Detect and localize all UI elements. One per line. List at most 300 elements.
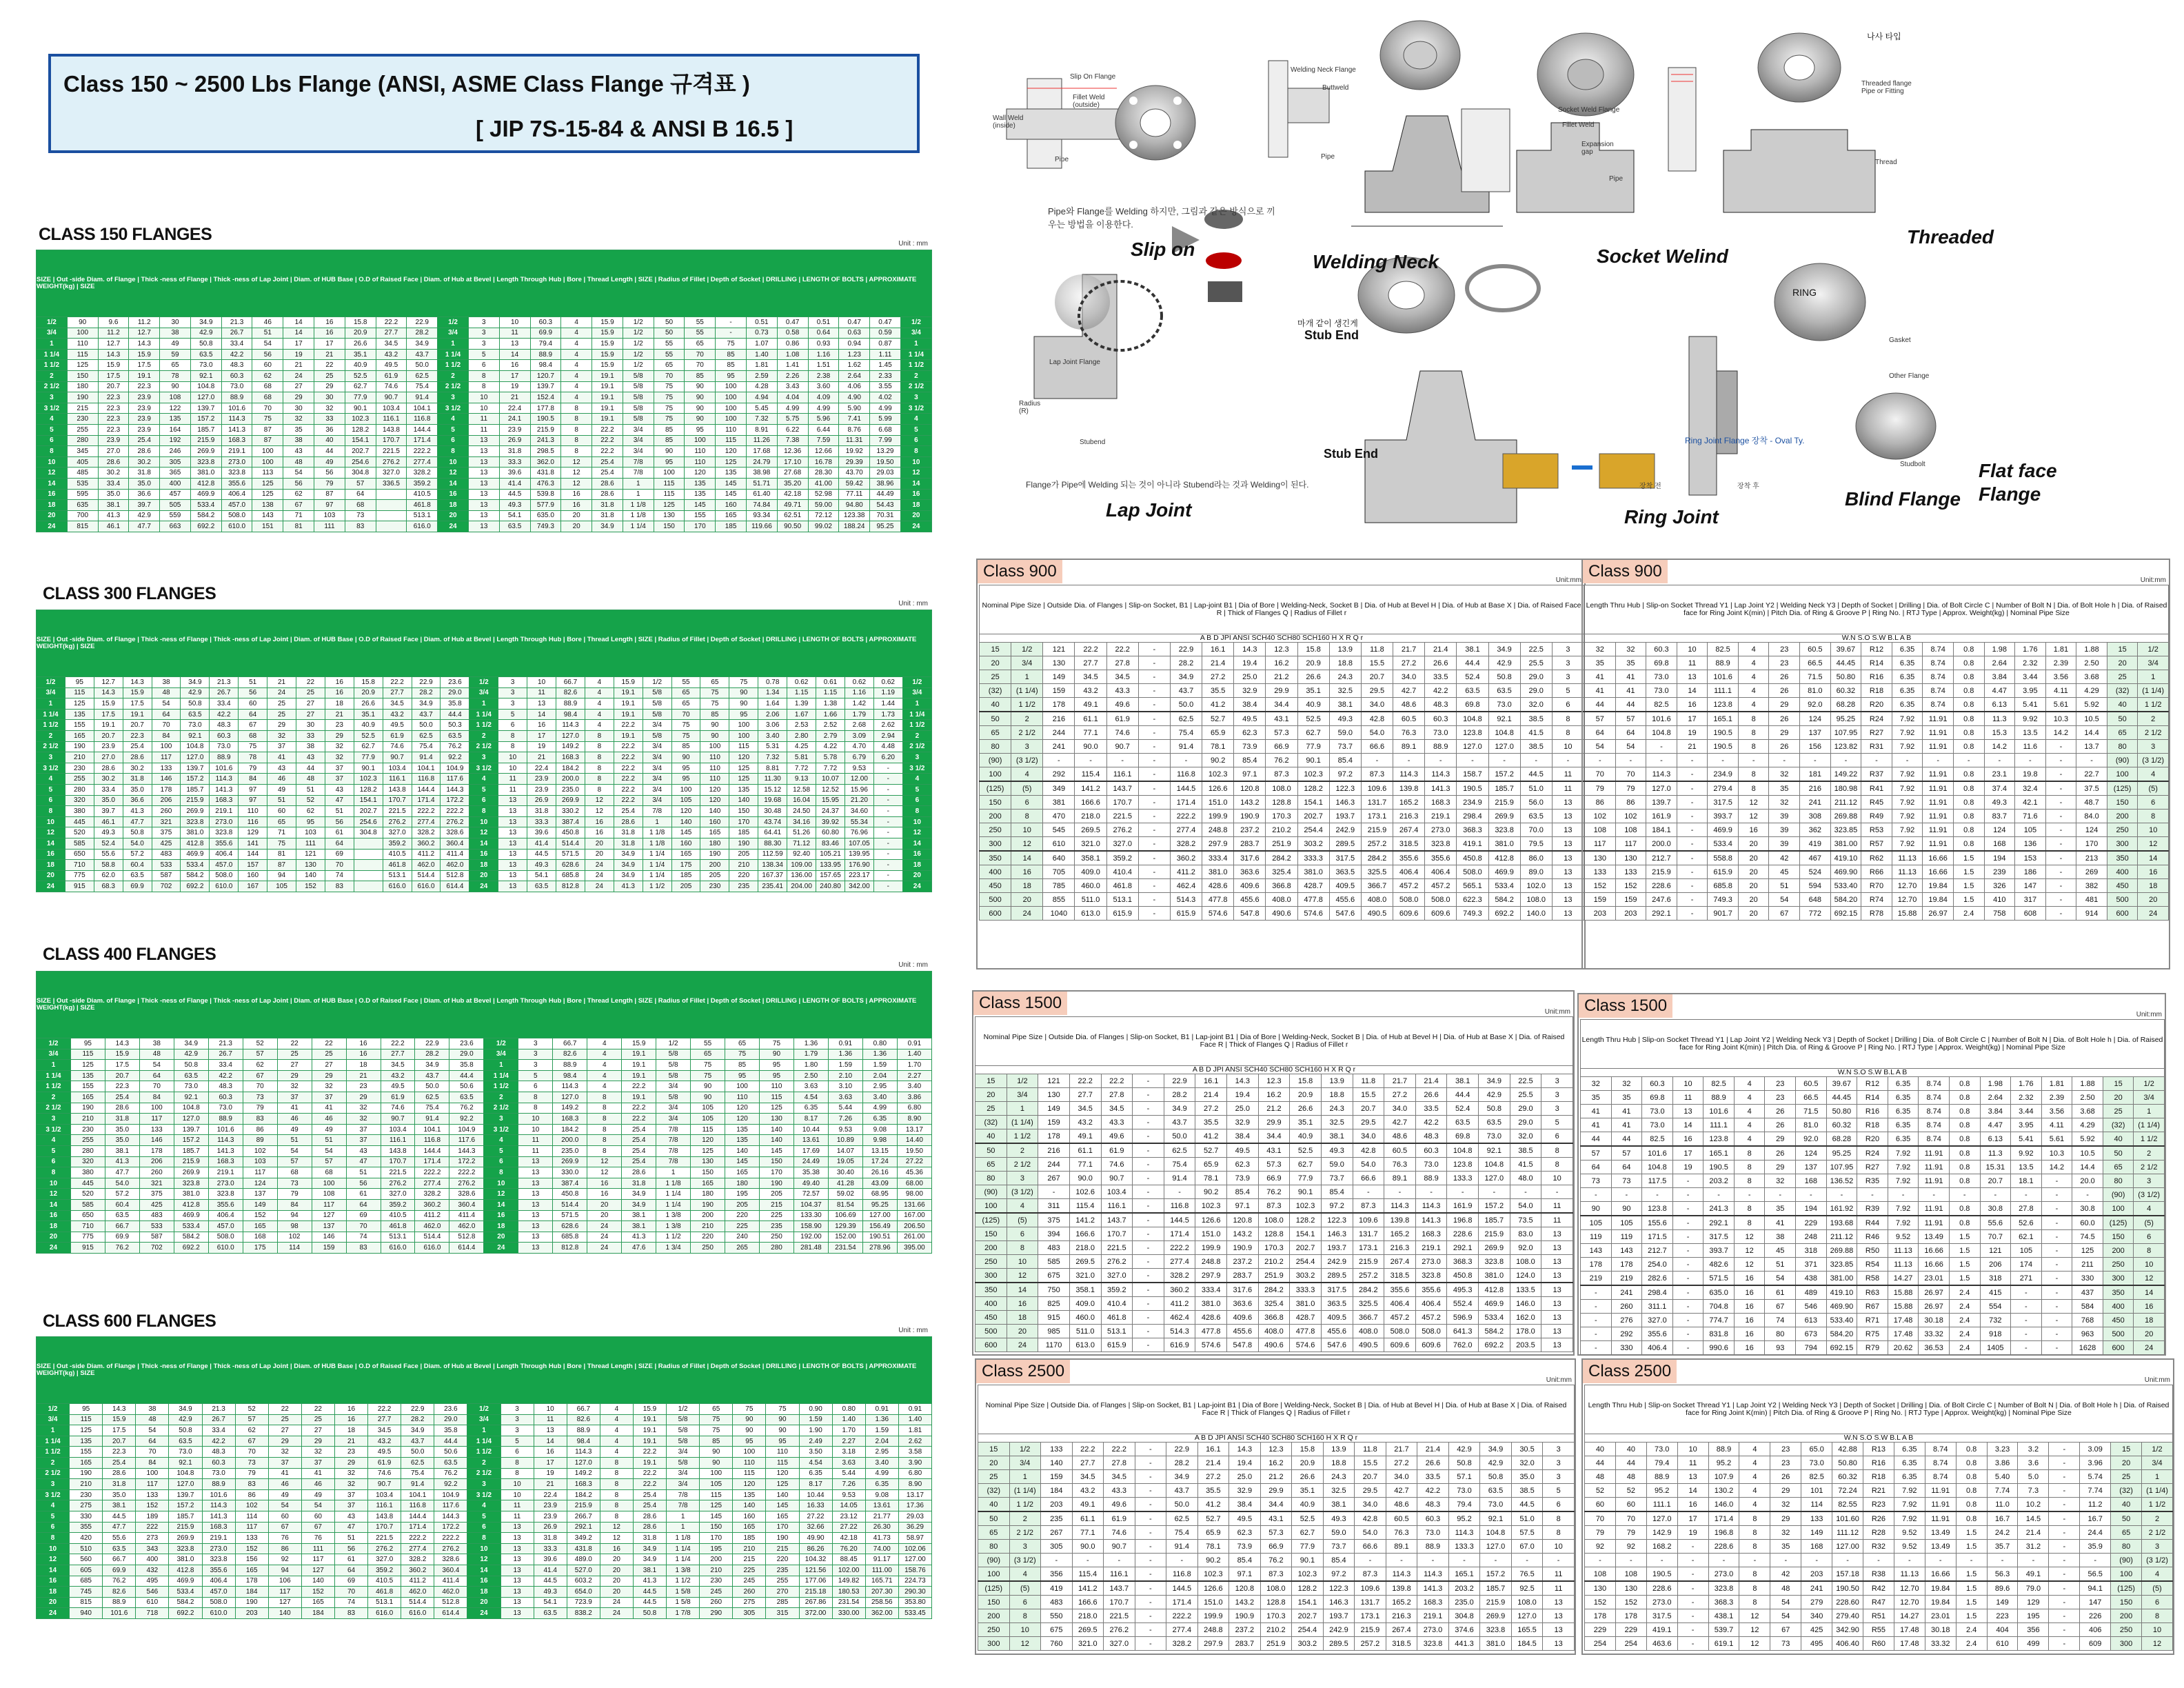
- table-cell: 26.7: [202, 1414, 235, 1425]
- table-cell: 3.09: [2080, 1443, 2111, 1456]
- s900R-grid: [1584, 585, 2169, 921]
- table-row: [975, 1116, 1573, 1129]
- table-cell: 100: [671, 784, 700, 795]
- table-cell: 13: [518, 1232, 553, 1243]
- table-cell: 3.40: [758, 730, 787, 741]
- table-cell: 406.4: [1415, 1297, 1447, 1311]
- table-cell: 1.76: [2011, 1077, 2042, 1091]
- table-cell: (5): [1009, 1581, 1041, 1596]
- table-cell: 2 1/2: [469, 741, 498, 752]
- table-cell: 59: [160, 349, 191, 360]
- table-cell: 95: [65, 677, 94, 688]
- table-cell: 200: [2103, 1244, 2134, 1258]
- table-cell: 52: [1615, 1484, 1646, 1498]
- table-cell: -: [2011, 1188, 2042, 1202]
- table-subheader: A B D JPI ANSI SCH40 SCH80 SCH160 H X R Q r: [980, 634, 1584, 643]
- table-cell: 3: [900, 392, 931, 403]
- table-cell: -: [1980, 1188, 2011, 1202]
- table-cell: 610.0: [221, 521, 252, 532]
- table-cell: 241.3: [1703, 1202, 1735, 1216]
- table-cell: 14.5: [2018, 1511, 2049, 1526]
- table-cell: 77.9: [1297, 740, 1329, 754]
- table-cell: 76.2: [1266, 754, 1297, 767]
- table-cell: 203: [1585, 907, 1616, 921]
- table-cell: 19.50: [870, 456, 901, 468]
- table-cell: 1.42: [845, 699, 873, 710]
- table-cell: 19.1: [592, 392, 623, 403]
- table-cell: 3/4: [2138, 656, 2169, 670]
- table-cell: 21.4: [1417, 1443, 1449, 1456]
- table-cell: 76: [301, 1533, 334, 1544]
- table-cell: 74.6: [383, 741, 412, 752]
- table-cell: 15: [2107, 643, 2138, 656]
- table-cell: 133: [139, 1124, 174, 1135]
- table-cell: 184: [301, 1608, 334, 1619]
- table-cell: 10: [468, 403, 499, 414]
- table-row: [37, 1489, 932, 1500]
- table-cell: 609.6: [1384, 1338, 1416, 1352]
- table-cell: 428.7: [1290, 1311, 1322, 1325]
- table-cell: 400: [975, 1297, 1007, 1311]
- table-cell: 26: [1769, 712, 1800, 726]
- table-cell: 2.33: [870, 370, 901, 381]
- table-cell: 8: [600, 1468, 633, 1479]
- table-cell: 190: [760, 1178, 794, 1189]
- table-cell: 185.7: [190, 424, 221, 435]
- table-cell: 4.09: [808, 392, 839, 403]
- table-cell: 55: [671, 677, 700, 688]
- table-cell: 115: [733, 1468, 766, 1479]
- table-cell: 6: [37, 1522, 70, 1533]
- table-cell: 74: [334, 1597, 367, 1608]
- table-cell: 23: [1770, 1456, 1801, 1470]
- table-cell: 177.06: [799, 1576, 832, 1587]
- table-cell: 41.5: [1520, 726, 1552, 740]
- table-cell: 1.40: [832, 1414, 865, 1425]
- table-cell: 7.3: [2018, 1484, 2049, 1498]
- table-cell: (90): [980, 754, 1011, 767]
- table-cell: 34.9: [415, 1060, 449, 1071]
- table-cell: 35.0: [94, 795, 123, 806]
- table-cell: -: [2045, 823, 2076, 837]
- table-cell: -: [1133, 1185, 1164, 1199]
- table-cell: 11.91: [1919, 1216, 1950, 1230]
- table-cell: 574.6: [1290, 1338, 1322, 1352]
- table-cell: 22: [301, 1404, 334, 1415]
- table-row: [37, 784, 932, 795]
- table-cell: 550: [1041, 1609, 1073, 1623]
- table-cell: 185.7: [181, 784, 210, 795]
- table-cell: 203.2: [1448, 1581, 1480, 1596]
- table-cell: -: [1138, 879, 1170, 893]
- table-cell: 15.3: [1984, 726, 2015, 740]
- table-cell: -: [1984, 754, 2015, 767]
- table-row: [975, 1088, 1573, 1102]
- table-cell: 11.13: [1892, 851, 1923, 865]
- table-cell: 355.6: [1415, 1283, 1447, 1297]
- table-cell: 157.2: [174, 1135, 208, 1146]
- table-cell: 6.35: [1894, 1470, 1925, 1484]
- table-cell: 50.0: [1166, 1498, 1198, 1512]
- table-row: [978, 1456, 1575, 1470]
- table-cell: 11.3: [1984, 712, 2015, 726]
- table-cell: 180: [725, 1178, 760, 1189]
- table-cell: 20: [37, 1597, 70, 1608]
- table-cell: 462.0: [441, 860, 469, 871]
- table-cell: 104.1: [412, 763, 441, 774]
- table-cell: 170.7: [1104, 1596, 1135, 1609]
- table-cell: 43.2: [376, 349, 407, 360]
- table-cell: 24: [267, 687, 296, 699]
- table-cell: 76.2: [1260, 1554, 1292, 1567]
- table-cell: 11.26: [746, 435, 777, 446]
- table-cell: 13: [1677, 670, 1708, 684]
- table-cell: 12: [1739, 1623, 1770, 1637]
- table-cell: 85.4: [1329, 754, 1361, 767]
- table-cell: 54: [312, 1145, 346, 1156]
- table-cell: 43.3: [1101, 1116, 1133, 1129]
- table-cell: 78.1: [1197, 1540, 1229, 1554]
- table-cell: 184.2: [553, 1124, 587, 1135]
- table-cell: 5.96: [808, 414, 839, 425]
- table-cell: 43.7: [1170, 684, 1202, 698]
- table-cell: 222.2: [412, 806, 441, 817]
- table-cell: 241: [1043, 740, 1075, 754]
- table-cell: -: [2049, 1596, 2080, 1609]
- table-cell: 63.5: [181, 709, 210, 720]
- table-cell: 75: [239, 741, 267, 752]
- table-cell: 133: [1801, 1511, 1832, 1526]
- table-cell: -: [1832, 1554, 1863, 1567]
- table-cell: 359.2: [383, 838, 412, 849]
- table-cell: 117: [243, 1167, 277, 1178]
- table-cell: 461.8: [368, 1587, 401, 1598]
- table-cell: 190: [67, 392, 98, 403]
- table-cell: 2 1/2: [467, 1468, 501, 1479]
- table-cell: 119: [1581, 1230, 1612, 1244]
- table-cell: 139.8: [1386, 1581, 1417, 1596]
- table-cell: 23.9: [129, 403, 160, 414]
- table-cell: 4: [561, 370, 592, 381]
- table-cell: 2 1/2: [2142, 1526, 2173, 1540]
- table-cell: 14.3: [123, 677, 152, 688]
- table-cell: 25.4: [622, 1145, 656, 1156]
- table-cell: 2: [37, 730, 65, 741]
- class150-grid: [36, 250, 932, 532]
- table-cell: 685.8: [553, 1232, 587, 1243]
- table-cell: 36: [314, 424, 345, 435]
- table-cell: 95.2: [1708, 1456, 1739, 1470]
- table-cell: 37: [325, 763, 354, 774]
- table-cell: 455.6: [1234, 893, 1266, 907]
- table-cell: 915: [70, 1243, 105, 1254]
- table-cell: 513.1: [383, 870, 412, 881]
- table-cell: 230: [700, 881, 729, 892]
- table-cell: 1/2: [656, 1038, 691, 1049]
- table-cell: 0.8: [1953, 823, 1984, 837]
- table-cell: 269.9: [181, 806, 210, 817]
- table-cell: 242.9: [1329, 823, 1361, 837]
- table-cell: 190.5: [1457, 781, 1488, 796]
- table-cell: 176.90: [845, 860, 873, 871]
- table-row: [975, 1185, 1573, 1199]
- table-cell: 411.4: [434, 1576, 467, 1587]
- table-cell: 50: [975, 1143, 1007, 1158]
- table-cell: 55: [654, 349, 685, 360]
- table-cell: 477.8: [1202, 893, 1234, 907]
- table-cell: R53: [1861, 823, 1892, 837]
- table-cell: 15.88: [1892, 907, 1923, 921]
- table-cell: 71.6: [2015, 810, 2046, 823]
- table-cell: 512.8: [441, 870, 469, 881]
- table-cell: 57: [345, 478, 376, 489]
- table-cell: 41.5: [1510, 1158, 1541, 1172]
- table-cell: 51: [1765, 1258, 1796, 1272]
- table-cell: 135: [70, 1436, 103, 1447]
- table-cell: 90.1: [1297, 754, 1329, 767]
- table-cell: -: [1672, 1258, 1703, 1272]
- table-cell: 116.1: [1106, 767, 1138, 782]
- table-cell: 27.22: [832, 1522, 865, 1533]
- table-cell: 14.07: [828, 1145, 862, 1156]
- table-cell: 749.3: [1708, 893, 1739, 907]
- table-row: [1581, 1230, 2165, 1244]
- table-cell: 8: [498, 730, 527, 741]
- table-cell: 408.0: [1353, 1325, 1384, 1338]
- table-cell: 7/8: [656, 1156, 691, 1167]
- table-cell: 7.92: [1892, 726, 1923, 740]
- table-cell: 327.0: [383, 827, 412, 838]
- table-cell: 121: [1980, 1244, 2011, 1258]
- table-cell: 342.90: [1832, 1623, 1863, 1637]
- table-cell: 610.0: [202, 1608, 235, 1619]
- table-cell: 1.5: [1956, 1526, 1987, 1540]
- table-cell: 489.0: [567, 1554, 600, 1565]
- table-cell: 47: [334, 1522, 367, 1533]
- table-cell: 73: [243, 1092, 277, 1103]
- table-cell: 247.6: [1646, 893, 1677, 907]
- table-cell: 165: [70, 1092, 105, 1103]
- table-cell: 190: [766, 1533, 799, 1544]
- table-cell: 17.48: [1888, 1314, 1919, 1327]
- table-cell: 13: [518, 1210, 553, 1221]
- table-cell: 323.8: [174, 1178, 208, 1189]
- table-cell: 6: [900, 435, 931, 446]
- table-cell: 330.2: [556, 806, 585, 817]
- table-cell: 419: [1041, 1581, 1073, 1596]
- table-cell: 18.8: [1321, 1088, 1353, 1102]
- table-cell: 73.0: [190, 360, 221, 371]
- table-cell: 1.81: [2045, 643, 2076, 656]
- table-cell: -: [1106, 754, 1138, 767]
- table-cell: 174: [2011, 1258, 2042, 1272]
- table-cell: 158.90: [793, 1221, 828, 1232]
- table-row: [37, 456, 932, 468]
- table-cell: 558.8: [1708, 851, 1739, 865]
- table-cell: 143.7: [1106, 781, 1138, 796]
- table-cell: 44.5: [1511, 1498, 1543, 1512]
- table-cell: 114.3: [1415, 1199, 1447, 1214]
- table-cell: 10.07: [816, 774, 845, 785]
- table-cell: 90: [766, 1425, 799, 1436]
- table-cell: 70: [685, 360, 716, 371]
- table-cell: 37: [334, 1489, 367, 1500]
- table-cell: 108: [1615, 1567, 1646, 1582]
- table-cell: 4: [37, 774, 65, 785]
- table-cell: 98.4: [530, 360, 561, 371]
- table-cell: 5/8: [643, 687, 671, 699]
- table-row: [37, 699, 932, 710]
- table-cell: 276.2: [381, 1178, 415, 1189]
- table-cell: 381.0: [1488, 837, 1520, 852]
- table-cell: 41.3: [622, 1232, 656, 1243]
- table-cell: 7.92: [1894, 1484, 1925, 1498]
- table-cell: 22: [268, 1404, 301, 1415]
- table-cell: 28.6: [105, 1103, 139, 1114]
- table-cell: 139.7: [530, 381, 561, 392]
- unit-label: Unit : mm: [898, 600, 928, 607]
- table-cell: 16.66: [1919, 1244, 1950, 1258]
- table-cell: 205: [729, 849, 758, 860]
- table-cell: 34.9: [174, 1038, 208, 1049]
- table-cell: 1.59: [828, 1060, 862, 1071]
- table-cell: 104.8: [1479, 1158, 1510, 1172]
- table-cell: 90: [67, 317, 98, 328]
- table-cell: 30.2: [94, 774, 123, 785]
- table-cell: 500: [2103, 1327, 2134, 1341]
- table-cell: 13: [498, 827, 527, 838]
- table-cell: 100: [252, 456, 283, 468]
- table-cell: 146.3: [1329, 796, 1361, 810]
- table-cell: 812.8: [553, 1243, 587, 1254]
- table-cell: 84: [136, 1457, 169, 1468]
- table-cell: 732: [1980, 1314, 2011, 1327]
- table-cell: 11.91: [1923, 810, 1954, 823]
- table-cell: 438.1: [1708, 1609, 1739, 1623]
- table-cell: 1 5/8: [667, 1597, 700, 1608]
- unit-label: Unit:mm: [1555, 576, 1581, 584]
- table-cell: 20: [587, 1199, 622, 1210]
- table-cell: 17: [527, 730, 556, 741]
- table-cell: 61.9: [1104, 1511, 1135, 1526]
- table-cell: 213: [2076, 851, 2107, 865]
- table-cell: 168.3: [1415, 1227, 1447, 1241]
- table-cell: 0.47: [777, 317, 808, 328]
- table-cell: 173.1: [1353, 1241, 1384, 1255]
- table-cell: 136: [2015, 837, 2046, 852]
- table-cell: 5: [37, 784, 65, 795]
- table-cell: 615.9: [1106, 907, 1138, 921]
- table-cell: 75.4: [415, 1103, 449, 1114]
- table-cell: -: [1611, 1188, 1642, 1202]
- table-cell: 42.1: [2015, 796, 2046, 810]
- table-cell: 4: [37, 1500, 70, 1511]
- table-cell: 13: [498, 838, 527, 849]
- table-cell: 1 1/2: [1009, 1498, 1041, 1512]
- table-row: [980, 754, 1584, 767]
- table-cell: 42.9: [1479, 1088, 1510, 1102]
- table-cell: 13.61: [793, 1135, 828, 1146]
- table-row: [37, 1243, 932, 1254]
- table-row: [980, 726, 1584, 740]
- table-cell: 21.4: [2018, 1526, 2049, 1540]
- table-cell: 63.5: [534, 1608, 567, 1619]
- table-cell: 5.61: [2045, 698, 2076, 712]
- table-cell: 24: [1011, 907, 1043, 921]
- table-cell: 9.92: [2015, 712, 2046, 726]
- table-cell: 22.2: [614, 752, 643, 763]
- table-cell: 16: [469, 849, 498, 860]
- table-cell: 6: [467, 1522, 501, 1533]
- table-cell: 19.1: [94, 720, 123, 731]
- table-cell: 22.9: [1164, 1074, 1195, 1088]
- table-cell: -: [873, 881, 902, 892]
- table-cell: 5/8: [643, 730, 671, 741]
- table-cell: -: [873, 870, 902, 881]
- table-cell: 69.8: [1447, 1129, 1479, 1144]
- table-cell: 117.5: [1642, 1174, 1673, 1188]
- table-cell: 105: [267, 881, 296, 892]
- table-cell: 33.5: [1425, 670, 1457, 684]
- table-cell: 457: [160, 489, 191, 500]
- table-row: [1585, 851, 2169, 865]
- table-cell: 4.29: [2072, 1118, 2103, 1132]
- table-cell: 16: [1734, 1285, 1765, 1300]
- table-cell: 2.50: [793, 1070, 828, 1081]
- table-cell: 63.5: [1479, 1116, 1510, 1129]
- table-cell: 143.8: [381, 1145, 415, 1156]
- table-cell: 7.74: [2080, 1484, 2111, 1498]
- table-cell: 10: [1677, 643, 1708, 656]
- table-cell: 12: [587, 1156, 622, 1167]
- table-cell: 28.2: [407, 328, 438, 339]
- table-cell: 20: [1738, 865, 1769, 879]
- unit-label: Unit:mm: [2144, 1376, 2170, 1384]
- table-row: [1581, 1118, 2165, 1132]
- table-cell: 128.2: [1290, 1213, 1322, 1227]
- table-cell: 298.4: [1457, 810, 1488, 823]
- table-cell: 20: [1738, 851, 1769, 865]
- table-cell: 50.3: [441, 720, 469, 731]
- table-cell: 34.5: [1101, 1102, 1133, 1116]
- table-cell: 25: [975, 1102, 1007, 1116]
- table-cell: 614.4: [449, 1243, 484, 1254]
- table-cell: 222: [136, 1522, 169, 1533]
- table-cell: 57.2: [123, 849, 152, 860]
- table-cell: 133.3: [1448, 1540, 1480, 1554]
- table-cell: 126.6: [1195, 1213, 1227, 1227]
- table-cell: 135: [729, 784, 758, 795]
- table-cell: 74.6: [1104, 1526, 1135, 1540]
- table-cell: 12: [469, 827, 498, 838]
- table-cell: -: [1138, 767, 1170, 782]
- table-cell: R78: [1861, 907, 1892, 921]
- table-cell: (3 1/2): [1007, 1185, 1038, 1199]
- table-cell: 67: [268, 1522, 301, 1533]
- table-cell: 3: [1009, 1540, 1041, 1554]
- table-cell: 2 1/2: [900, 381, 931, 392]
- table-cell: 144.3: [434, 1511, 467, 1522]
- table-cell: 62.5: [407, 370, 438, 381]
- table-cell: 2 1/2: [1009, 1526, 1041, 1540]
- table-cell: 43.7: [1166, 1484, 1198, 1498]
- table-cell: 8: [587, 1114, 622, 1125]
- table-cell: 16.04: [787, 795, 816, 806]
- table-cell: 19.1: [622, 1049, 656, 1060]
- table-cell: 203: [1615, 907, 1646, 921]
- table-cell: 10: [501, 1489, 534, 1500]
- table-cell: 610: [136, 1597, 169, 1608]
